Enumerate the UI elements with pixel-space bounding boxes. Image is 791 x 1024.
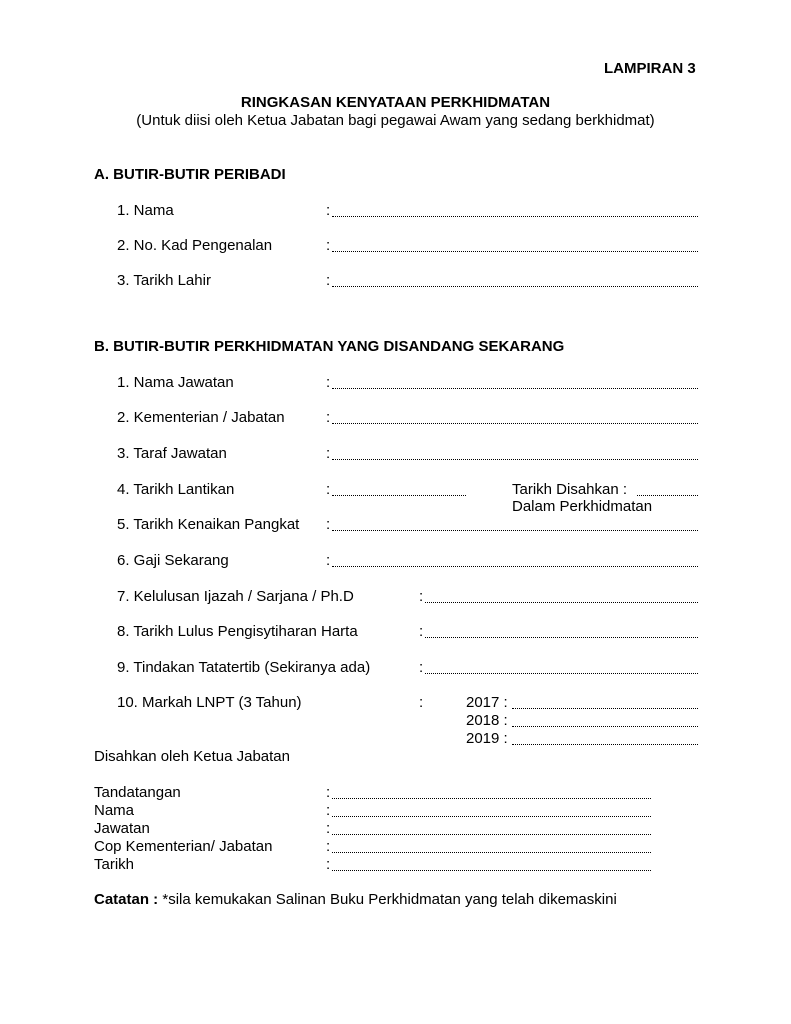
colon: : xyxy=(326,784,331,801)
note-line xyxy=(94,891,617,909)
approval-cop-input-line[interactable] xyxy=(332,852,651,853)
section-b-heading: B. BUTIR-BUTIR PERKHIDMATAN YANG DISANDANG SEKARANG xyxy=(94,338,565,355)
kad-pengenalan-input-line[interactable] xyxy=(332,251,698,252)
document-subtitle: (Untuk diisi oleh Ketua Jabatan bagi pegawai Awam yang sedang berkhidmat) xyxy=(136,112,655,129)
document-title: RINGKASAN KENYATAAN PERKHIDMATAN xyxy=(240,94,551,111)
year-2019-input-line[interactable] xyxy=(512,744,698,745)
colon: : xyxy=(326,838,331,855)
kenaikan-pangkat-input-line[interactable] xyxy=(332,530,698,531)
gaji-sekarang-input-line[interactable] xyxy=(332,566,698,567)
field-label-gaji-sekarang: 6. Gaji Sekarang xyxy=(117,552,229,569)
year-2018-label: 2018 : xyxy=(466,712,508,729)
tarikh-lantikan-input-line[interactable] xyxy=(332,495,466,496)
field-label-kelulusan: 7. Kelulusan Ijazah / Sarjana / Ph.D xyxy=(117,588,354,605)
pengisytiharan-harta-input-line[interactable] xyxy=(425,637,698,638)
field-label-nama-jawatan: 1. Nama Jawatan xyxy=(117,374,234,391)
colon: : xyxy=(326,374,331,391)
colon: : xyxy=(419,588,424,605)
kementerian-input-line[interactable] xyxy=(332,423,698,424)
field-label-pengisytiharan-harta: 8. Tarikh Lulus Pengisytiharan Harta xyxy=(117,623,358,640)
year-2017-input-line[interactable] xyxy=(512,708,698,709)
nama-jawatan-input-line[interactable] xyxy=(332,388,698,389)
approval-nama-input-line[interactable] xyxy=(332,816,651,817)
field-label-kementerian: 2. Kementerian / Jabatan xyxy=(117,409,285,426)
colon: : xyxy=(326,445,331,462)
taraf-jawatan-input-line[interactable] xyxy=(332,459,698,460)
nama-input-line[interactable] xyxy=(332,216,698,217)
year-2017-label: 2017 : xyxy=(466,694,508,711)
approval-jawatan-input-line[interactable] xyxy=(332,834,651,835)
field-label-tarikh-lantikan: 4. Tarikh Lantikan xyxy=(117,481,235,498)
note-text: *sila kemukakan Salinan Buku Perkhidmatan yang telah dikemaskini xyxy=(158,891,617,908)
note-label: Catatan : xyxy=(94,891,159,908)
field-label-kad-pengenalan: 2. No. Kad Pengenalan xyxy=(117,237,273,254)
field-label-tatatertib: 9. Tindakan Tatatertib (Sekiranya ada) xyxy=(117,659,371,676)
field-label-tarikh-lahir: 3. Tarikh Lahir xyxy=(117,272,211,289)
tandatangan-input-line[interactable] xyxy=(332,798,651,799)
colon: : xyxy=(326,481,331,498)
colon: : xyxy=(326,272,331,289)
colon: : xyxy=(326,802,331,819)
tarikh-disahkan-label: Tarikh Disahkan : xyxy=(512,481,628,498)
kelulusan-input-line[interactable] xyxy=(425,602,698,603)
colon: : xyxy=(419,694,424,711)
approval-label-nama: Nama xyxy=(94,802,135,819)
year-2018-input-line[interactable] xyxy=(512,726,698,727)
colon: : xyxy=(326,856,331,873)
colon: : xyxy=(326,820,331,837)
dalam-perkhidmatan-label: Dalam Perkhidmatan xyxy=(512,498,653,515)
approval-label-tandatangan: Tandatangan xyxy=(94,784,181,801)
field-label-kenaikan-pangkat: 5. Tarikh Kenaikan Pangkat xyxy=(117,516,300,533)
tatatertib-input-line[interactable] xyxy=(425,673,698,674)
approval-heading: Disahkan oleh Ketua Jabatan xyxy=(94,748,290,765)
colon: : xyxy=(326,202,331,219)
lampiran-label: LAMPIRAN 3 xyxy=(604,60,696,77)
colon: : xyxy=(326,516,331,533)
approval-label-cop: Cop Kementerian/ Jabatan xyxy=(94,838,273,855)
colon: : xyxy=(419,623,424,640)
section-a-heading: A. BUTIR-BUTIR PERIBADI xyxy=(94,166,286,183)
approval-tarikh-input-line[interactable] xyxy=(332,870,651,871)
approval-label-tarikh: Tarikh xyxy=(94,856,135,873)
year-2019-label: 2019 : xyxy=(466,730,508,747)
tarikh-disahkan-input-line[interactable] xyxy=(637,495,698,496)
colon: : xyxy=(419,659,424,676)
field-label-taraf-jawatan: 3. Taraf Jawatan xyxy=(117,445,227,462)
colon: : xyxy=(326,237,331,254)
field-label-markah-lnpt: 10. Markah LNPT (3 Tahun) xyxy=(117,694,302,711)
colon: : xyxy=(326,409,331,426)
colon: : xyxy=(326,552,331,569)
tarikh-lahir-input-line[interactable] xyxy=(332,286,698,287)
field-label-nama: 1. Nama xyxy=(117,202,174,219)
approval-label-jawatan: Jawatan xyxy=(94,820,150,837)
